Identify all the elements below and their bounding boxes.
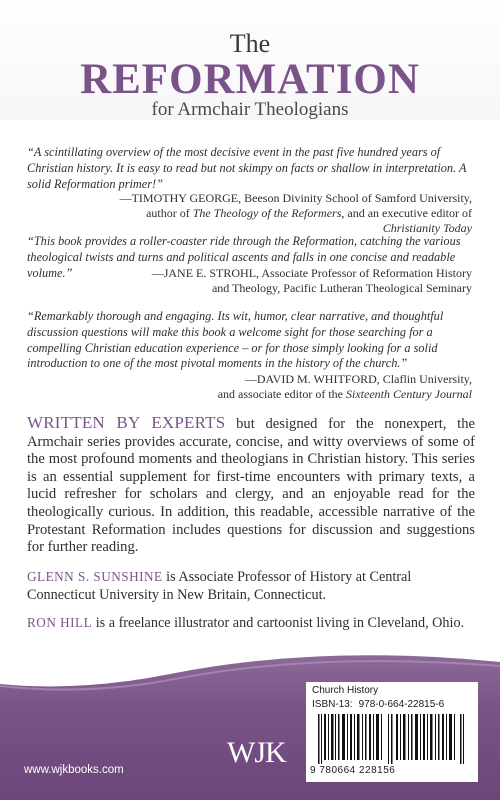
book-subtitle: for Armchair Theologians [151,99,349,120]
attribution-line: author of The Theology of the Reformers, and an executive editor of Christianity Today [146,206,472,235]
blurb-attribution-2 [92,266,472,296]
blurb-quote-2: “This book provides a roller-coaster ride through the Reformation, catching the various theological twists and turns and political ascents and falls in one concise and readable volume.” [27,234,461,280]
attribution-line: —TIMOTHY GEORGE, Beeson Divinity School of Samford University, [119,191,472,205]
publisher-logo: WJK [227,736,286,769]
category-label: Church History [312,685,379,696]
blurb-quote-1: “A scintillating overview of the most decisive event in the past five hundred years of Christian history. It is easy to read but not skimpy on facts or shallow in interpretation. A solid Reformation primer!” [27,145,467,191]
description-body: but designed for the nonexpert, the Armchair series provides accurate, concise, and witty overviews of some of the most profound moments and theologians in Christian history. This series is an essential supplement for first-time encounters with primary texts, a lucid refresher for scholars and clergy, and an enjoyable read for the theologically curious. In addition, this readable, accessible narrative of the Protestant Reformation includes questions for discussion and suggestions for further reading. [27,416,475,556]
book-description [27,414,475,557]
title-the: The [229,29,271,58]
blurb-attribution-1 [92,191,472,236]
description-lead: WRITTEN BY EXPERTS [27,413,226,432]
attribution-line: and Theology, Pacific Lutheran Theological Seminary [211,281,472,295]
barcode-icon [316,714,468,764]
attribution-line: —DAVID M. WHITFORD, Claflin University, [244,372,472,386]
author-name: GLENN S. SUNSHINE [27,569,163,584]
barcode-digits: 9 780664 228156 [310,765,396,776]
illustrator-bio: RON HILL is a freelance illustrator and cartoonist living in Cleveland, Ohio. [27,615,465,631]
publisher-website[interactable]: www.wjkbooks.com [24,764,124,776]
author-bio: GLENN S. SUNSHINE is Associate Professor of History at Central Connecticut University in New Britain, Connecticut. [27,569,412,603]
barcode-panel [306,682,478,782]
blurb-quote-3: “Remarkably thorough and engaging. Its wit, humor, clear narrative, and thoughtful discussion questions will make this book a welcome sight for those searching for a compelling Christian education experience – or for those simply looking for a solid introduction to one of the most pivotal moments in the history of the church.” [27,309,444,371]
attribution-line: —JANE E. STROHL, Associate Professor of Reformation History [151,266,472,280]
isbn-number: 978-0-664-22815-6 [358,699,445,710]
book-title: REFORMATION [80,56,420,103]
blurb-attribution-3 [92,372,472,402]
attribution-line: and associate editor of the Sixteenth Century Journal [217,387,472,401]
illustrator-name: RON HILL [27,615,93,630]
isbn-line: ISBN-13: 978-0-664-22815-6 [312,699,445,710]
